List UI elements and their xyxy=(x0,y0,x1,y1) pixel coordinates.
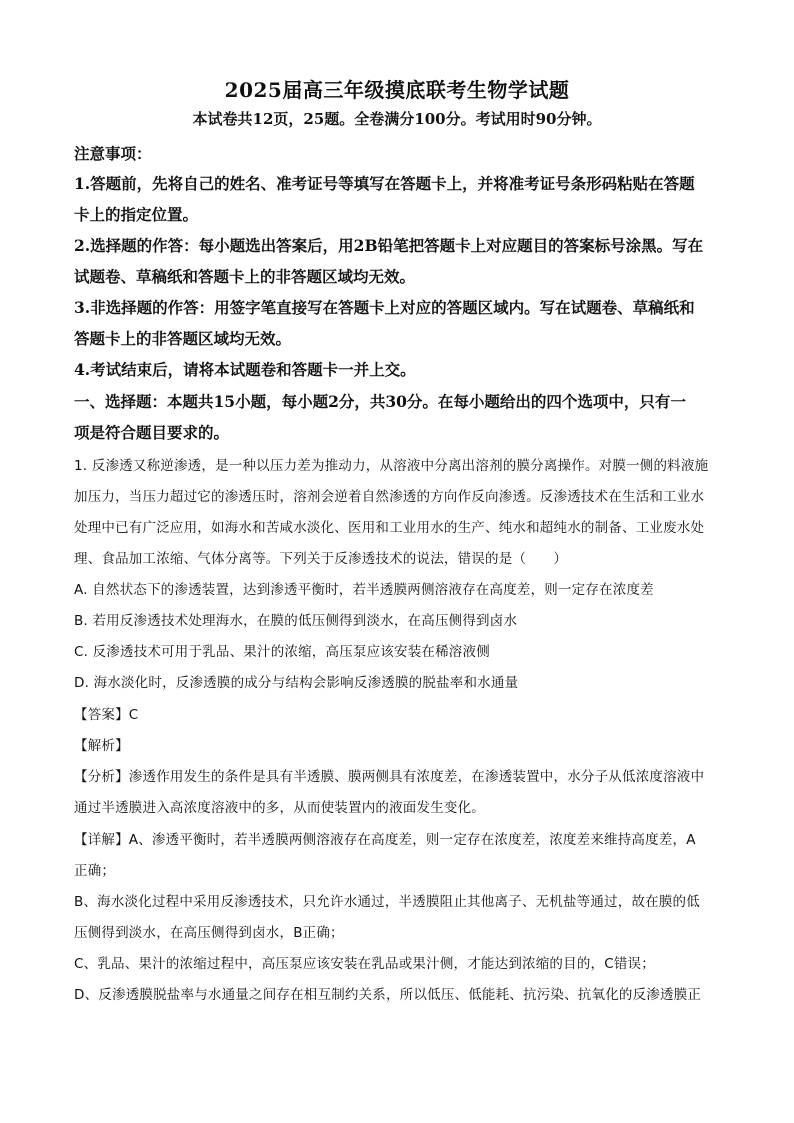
option-c: C. 反渗透技术可用于乳品、果汁的浓缩，高压泵应该安装在稀溶液侧 xyxy=(74,644,490,660)
question-stem: 处理中已有广泛应用，如海水和苦咸水淡化、医用和工业用水的生产、纯水和超纯水的制备、工业废水处 xyxy=(74,520,705,536)
question-stem: 理、食品加工浓缩、气体分离等。下列关于反渗透技术的说法，错误的是（ ） xyxy=(74,551,568,567)
analysis-line: B、海水淡化过程中采用反渗透技术，只允许水通过，半透膜阻止其他离子、无机盐等通过，故在膜的低 xyxy=(74,894,700,910)
option-d: D. 海水淡化时，反渗透膜的成分与结构会影响反渗透膜的脱盐率和水通量 xyxy=(74,675,519,691)
option-a: A. 自然状态下的渗透装置，达到渗透平衡时，若半透膜两侧溶液存在高度差，则一定存在浓度差 xyxy=(74,582,654,598)
option-b: B. 若用反渗透技术处理海水，在膜的低压侧得到淡水，在高压侧得到卤水 xyxy=(74,613,518,629)
notice-heading: 注意事项： xyxy=(74,144,152,163)
note-line: 卡上的指定位置。 xyxy=(74,205,199,224)
analysis-line: D、反渗透膜脱盐率与水通量之间存在相互制约关系，所以低压、低能耗、抗污染、抗氧化的反渗透膜正 xyxy=(74,987,702,1003)
note-line: 1.答题前，先将自己的姓名、准考证号等填写在答题卡上，并将准考证号条形码粘贴在答题 xyxy=(74,174,695,193)
analysis-line: 【分析】渗透作用发生的条件是具有半透膜、膜两侧具有浓度差，在渗透装置中，水分子从低浓度溶液中 xyxy=(74,769,705,785)
analysis-line: 【详解】A、渗透平衡时，若半透膜两侧溶液存在高度差，则一定存在浓度差，浓度差来维持高度差，A xyxy=(74,832,696,848)
analysis-line: C、乳品、果汁的浓缩过程中，高压泵应该安装在乳品或果汁侧，才能达到浓缩的目的，C错误； xyxy=(74,956,655,972)
question-stem: 加压力，当压力超过它的渗透压时，溶剂会逆着自然渗透的方向作反向渗透。反渗透技术在生活和工业水 xyxy=(74,489,705,505)
exam-subtitle: 本试卷共12页，25题。全卷满分100分。考试用时90分钟。 xyxy=(192,110,602,128)
analysis-line: 通过半透膜进入高浓度溶液中的多，从而使装置内的液面发生变化。 xyxy=(74,800,485,816)
analysis-line: 正确； xyxy=(74,863,116,879)
note-line: 2.选择题的作答：每小题选出答案后，用2B铅笔把答题卡上对应题目的答案标号涂黑。写在 xyxy=(74,236,704,255)
question-stem: 1. 反渗透又称逆渗透，是一种以压力差为推动力，从溶液中分离出溶剂的膜分离操作。对膜一侧的料液施 xyxy=(74,458,709,474)
note-line: 答题卡上的非答题区域均无效。 xyxy=(74,329,292,348)
answer: 【答案】C xyxy=(74,707,139,723)
note-line: 试题卷、草稿纸和答题卡上的非答题区域均无效。 xyxy=(74,267,416,286)
note-line: 4.考试结束后，请将本试题卷和答题卡一并上交。 xyxy=(74,360,416,379)
section-heading: 项是符合题目要求的。 xyxy=(74,423,230,442)
analysis-line: 压侧得到淡水，在高压侧得到卤水，B正确； xyxy=(74,925,344,941)
section-heading: 一、选择题：本题共15小题，每小题2分，共30分。在每小题给出的四个选项中，只有一 xyxy=(74,392,686,411)
analysis-heading: 【解析】 xyxy=(74,738,129,754)
note-line: 3.非选择题的作答：用签字笔直接写在答题卡上对应的答题区域内。写在试题卷、草稿纸和 xyxy=(74,298,695,317)
exam-title: 2025届高三年级摸底联考生物学试题 xyxy=(224,78,570,102)
